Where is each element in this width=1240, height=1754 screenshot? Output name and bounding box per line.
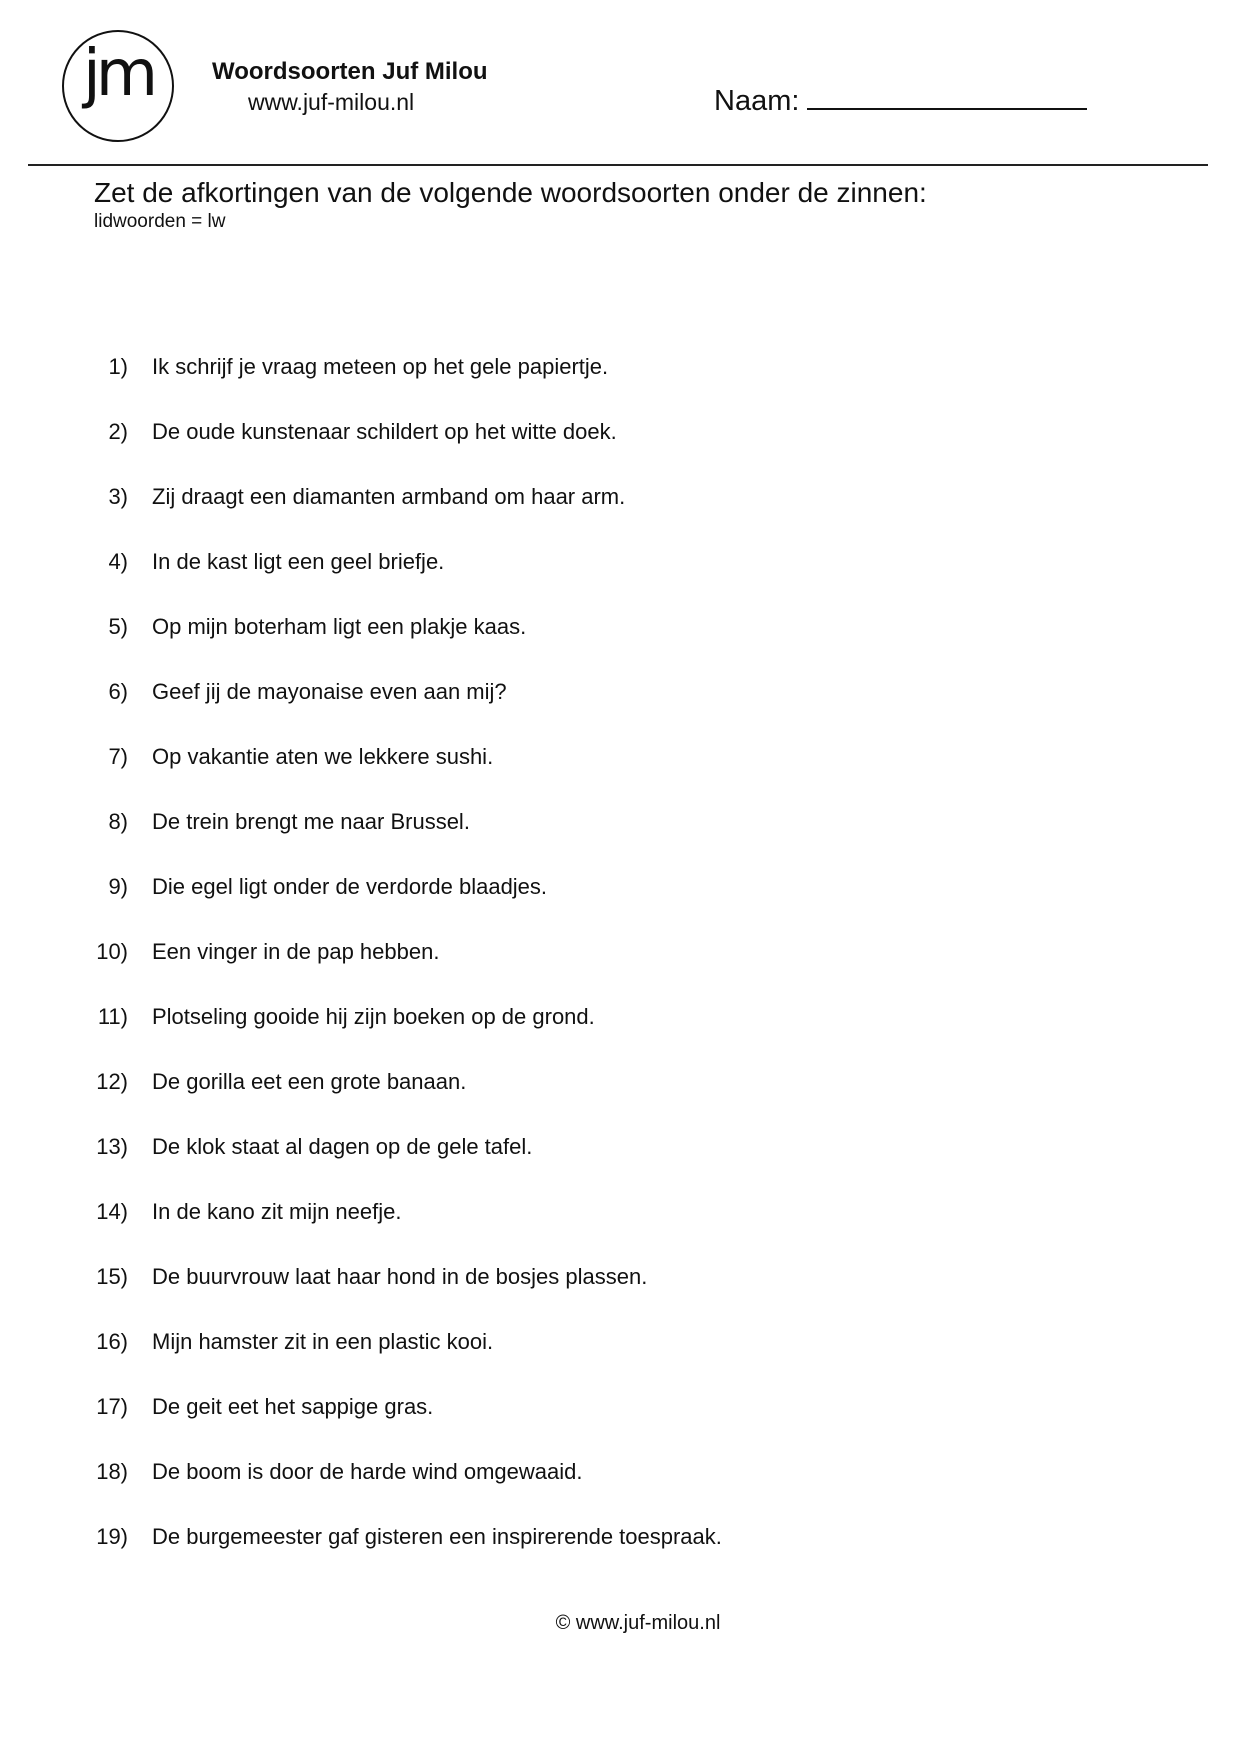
sentence-item <box>0 742 1100 807</box>
sentence-number: 5) <box>108 614 128 639</box>
sentence-text: Op vakantie aten we lekkere sushi. <box>152 744 494 769</box>
sentence-text: Op mijn boterham ligt een plakje kaas. <box>152 614 527 639</box>
sentence-number: 4) <box>108 549 128 574</box>
sentence-text: Ik schrijf je vraag meteen op het gele papiertje. <box>152 354 609 379</box>
logo-text: jm <box>82 37 154 111</box>
sentence-item <box>0 482 1100 547</box>
sentence-item <box>0 872 1100 937</box>
sentence-number: 11) <box>97 1004 128 1029</box>
sentence-item <box>0 1327 1100 1392</box>
name-blank-line <box>807 84 1087 110</box>
sentence-number: 7) <box>108 744 128 769</box>
sentence-number: 19) <box>96 1524 128 1549</box>
sentence-text: Mijn hamster zit in een plastic kooi. <box>152 1329 494 1354</box>
sentence-number: 10) <box>96 939 128 964</box>
sentence-item <box>0 1067 1100 1132</box>
sentence-item <box>0 1392 1100 1457</box>
sentence-item <box>0 547 1100 612</box>
name-label: Naam: <box>714 85 800 117</box>
sentence-item <box>0 807 1100 872</box>
instruction-text: Zet de afkortingen van de volgende woordsoorten onder de zinnen: <box>94 177 927 208</box>
name-field <box>714 84 1087 118</box>
sentence-number: 13) <box>96 1134 128 1159</box>
brand-url: www.juf-milou.nl <box>248 89 415 115</box>
sentence-item <box>0 1522 1100 1587</box>
sentence-item <box>0 417 1100 482</box>
sentence-text: De boom is door de harde wind omgewaaid. <box>152 1459 583 1484</box>
sentence-number: 18) <box>96 1459 128 1484</box>
sentence-number: 1) <box>108 354 128 379</box>
sentence-number: 2) <box>108 419 128 444</box>
sentence-number: 16) <box>96 1329 128 1354</box>
sentence-text: Die egel ligt onder de verdorde blaadjes. <box>152 874 548 899</box>
sentence-number: 8) <box>108 809 128 834</box>
sentence-item <box>0 1002 1100 1067</box>
sentence-text: De burgemeester gaf gisteren een inspirerende toespraak. <box>152 1524 722 1549</box>
header-divider <box>28 164 1208 166</box>
sentence-number: 14) <box>96 1199 128 1224</box>
sentence-item <box>0 1132 1100 1197</box>
sentence-item <box>0 677 1100 742</box>
sentence-text: De oude kunstenaar schildert op het witte doek. <box>152 419 617 444</box>
sentence-item <box>0 612 1100 677</box>
sentence-item <box>0 1457 1100 1522</box>
sentence-item <box>0 1197 1100 1262</box>
footer-copyright: © www.juf-milou.nl <box>555 1612 721 1634</box>
sentence-number: 12) <box>96 1069 128 1094</box>
sentence-item <box>0 1262 1100 1327</box>
sentence-text: In de kano zit mijn neefje. <box>152 1199 402 1224</box>
sentence-text: Plotseling gooide hij zijn boeken op de grond. <box>152 1004 595 1029</box>
sentence-number: 9) <box>108 874 128 899</box>
sentence-number: 17) <box>96 1394 128 1419</box>
sentence-text: De klok staat al dagen op de gele tafel. <box>152 1134 533 1159</box>
logo-badge <box>62 30 174 142</box>
sentence-text: Zij draagt een diamanten armband om haar arm. <box>152 484 626 509</box>
sentence-text: De geit eet het sappige gras. <box>152 1394 434 1419</box>
sentence-list <box>0 352 1100 1587</box>
sentence-text: In de kast ligt een geel briefje. <box>152 549 445 574</box>
sentence-text: Een vinger in de pap hebben. <box>152 939 440 964</box>
sentence-number: 3) <box>108 484 128 509</box>
sentence-number: 6) <box>108 679 128 704</box>
sentence-item <box>0 937 1100 1002</box>
sentence-text: Geef jij de mayonaise even aan mij? <box>152 679 507 704</box>
sentence-text: De buurvrouw laat haar hond in de bosjes plassen. <box>152 1264 648 1289</box>
brand-title: Woordsoorten Juf Milou <box>212 58 488 85</box>
sentence-number: 15) <box>96 1264 128 1289</box>
sentence-item <box>0 352 1100 417</box>
abbreviation-legend: lidwoorden = lw <box>94 211 226 232</box>
sentence-text: De gorilla eet een grote banaan. <box>152 1069 467 1094</box>
sentence-text: De trein brengt me naar Brussel. <box>152 809 470 834</box>
